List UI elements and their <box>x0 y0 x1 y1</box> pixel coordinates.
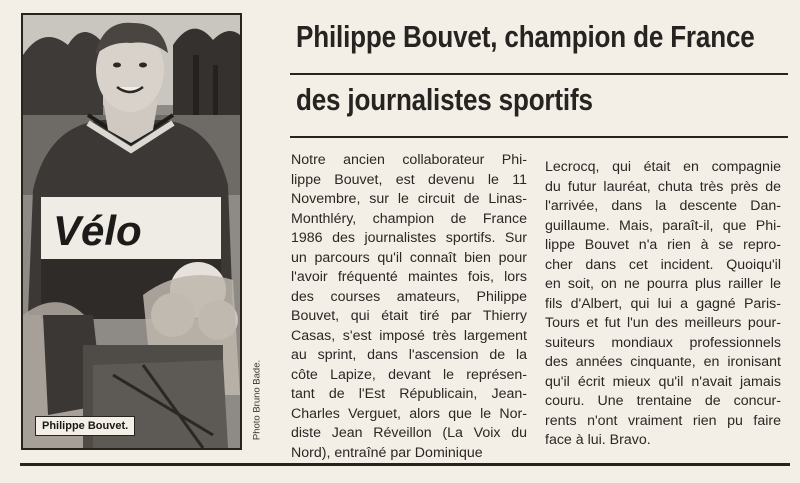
text-line: qu'il écrit mieux qu'il n'avait jamais <box>545 373 781 390</box>
article-title-line1: Philippe Bouvet, champion de France <box>296 19 755 54</box>
photo-caption: Philippe Bouvet. <box>35 416 135 436</box>
text-line: Monthléry, champion de France <box>291 210 527 227</box>
article-column-2 <box>545 158 781 451</box>
text-line: guillaume. Mais, paraît-il, que Phi- <box>545 217 781 234</box>
text-line: cher dans cet incident. Quoiqu'il <box>545 256 781 273</box>
text-line: Casas, s'est imposé très largement <box>291 327 527 344</box>
bottom-rule <box>20 463 790 466</box>
text-line: Nord), entraîné par Dominique <box>291 444 483 461</box>
text-line: fils d'Albert, qui lui a gagné Paris- <box>545 295 781 312</box>
text-line: 1986 des journalistes sportifs. Sur <box>291 230 527 246</box>
cyclist-photo-illustration <box>23 15 240 448</box>
text-line: lippe Bouvet n'a rien à se repro- <box>545 237 781 253</box>
photo-credit-container <box>244 350 270 450</box>
text-line: diste Jean Réveillon (La Voix du <box>291 425 527 441</box>
text-line: Notre ancien collaborateur Phi- <box>291 152 527 168</box>
text-line: au sprint, dans l'ascension de la <box>291 347 527 363</box>
photo-credit: Photo Bruno Bade. <box>251 359 263 441</box>
text-line: Tours et fut l'un des meilleurs pour- <box>545 315 781 331</box>
text-line: Charles Verguet, alors que le Nor- <box>291 405 527 422</box>
text-line: un parcours qu'il connaît bien pour <box>291 249 527 266</box>
text-line: tant de l'Est Républicain, Jean- <box>291 386 527 402</box>
text-line: en soit, on ne pourra plus railler le <box>545 276 781 292</box>
text-line: Lecrocq, qui était en compagnie <box>545 159 781 175</box>
jersey-logo-text: Vélo <box>53 207 142 254</box>
text-line: face à lui. Bravo. <box>545 432 651 448</box>
text-line: l'avoir fréquenté maintes fois, lors <box>291 269 527 285</box>
text-line: du futur lauréat, chuta très près de <box>545 178 781 195</box>
article-title-line2: des journalistes sportifs <box>296 82 593 117</box>
text-line: des courses amateurs, Philippe <box>291 288 527 305</box>
text-line: rents n'ont vraiment rien pu faire <box>545 412 781 429</box>
text-line: côte Lapize, devant le représen- <box>291 366 527 383</box>
text-line: l'arrivée, dans la descente Dan- <box>545 198 781 214</box>
title-underline <box>290 136 788 138</box>
text-line: Novembre, sur le circuit de Linas- <box>291 191 527 207</box>
title-divider <box>290 73 788 75</box>
text-line: Bouvet, qui était tiré par Thierry <box>291 308 527 324</box>
text-line: couru. Une trentaine de concur- <box>545 393 781 409</box>
text-line: des années cinquante, en ironisant <box>545 354 781 370</box>
article-column-1 <box>291 151 527 463</box>
text-line: lippe Bouvet, est devenu le 11 <box>291 171 527 188</box>
article-photo <box>21 13 242 450</box>
text-line: suiteurs mondiaux professionnels <box>545 334 781 351</box>
